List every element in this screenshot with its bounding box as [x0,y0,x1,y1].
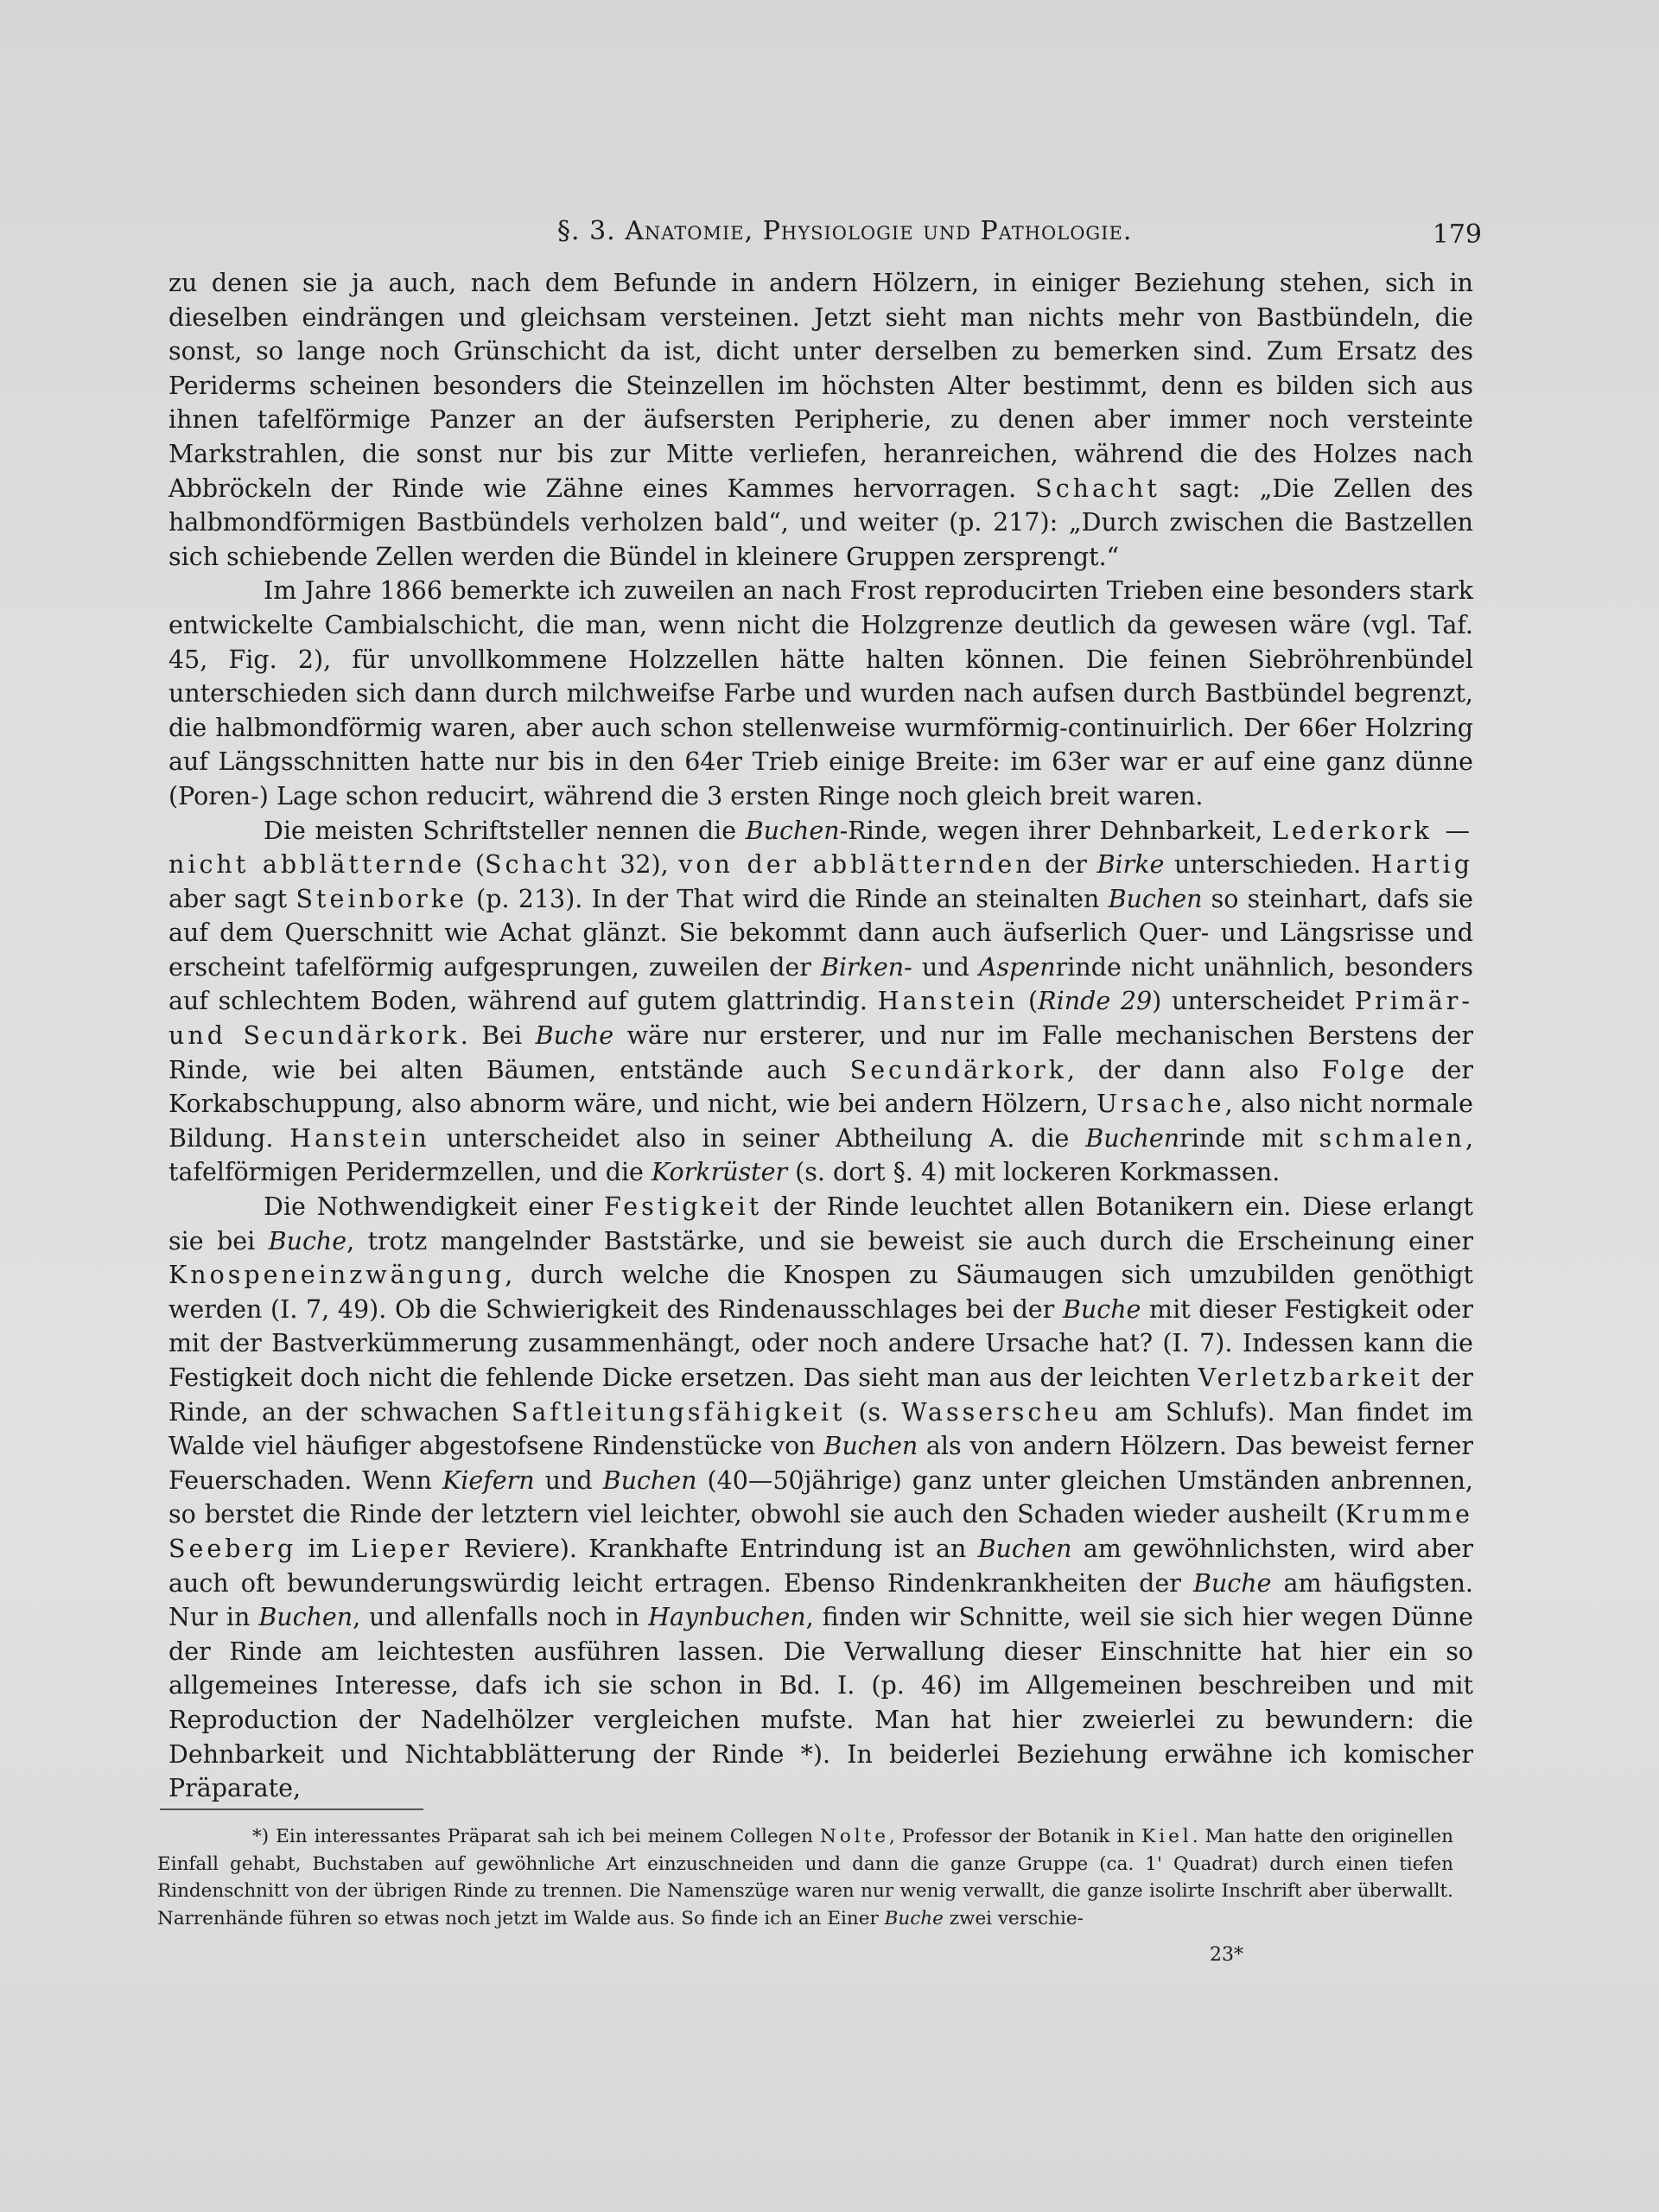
italic-term: Rinde 29 [1038,987,1153,1016]
spaced-term: Saftleitungsfähigkeit [511,1397,846,1427]
italic-term: Buchen [823,1432,918,1461]
paragraph-3: Die meisten Schriftsteller nennen die Buchen-Rinde, wegen ihrer Dehnbarkeit, Lederkork — nicht abblätternde (Schacht 32), von der abblätternden der Birke unterschieden. Hartig aber sagt Steinborke (p. 213). In der That wird die Rinde an steinalten Buchen so steinhart, dafs sie auf dem Querschnitt wie Achat glänzt. Sie bekommt dann auch äufserlich Quer- und Längsrisse und erscheint tafelförmig aufgesprungen, zuweilen der Birken- und Aspenrinde nicht unähnlich, besonders auf schlechtem Boden, während auf gutem glattrindig. Hanstein (Rinde 29) unterscheidet Primär- und Secundärkork. Bei Buche wäre nur ersterer, und nur im Falle mechanischen Berstens der Rinde, wie bei alten Bäumen, entstände auch Secundärkork, der dann also Folge der Korkabschuppung, also abnorm wäre, und nicht, wie bei andern Hölzern, Ursache, also nicht normale Bildung. Hanstein unterscheidet also in seiner Abtheilung A. die Buchenrinde mit schmalen, tafelförmigen Peridermzellen, und die Korkrüster (s. dort §. 4) mit lockeren Korkmassen. [168,816,1474,1187]
spaced-term: Verletzbarkeit [1198,1363,1424,1392]
sheet-signature: 23* [1210,1944,1243,1966]
running-header [168,216,1482,251]
italic-term: Buchen [1085,1123,1180,1153]
italic-term: Buche [268,1226,347,1255]
spaced-term: Lieper [350,1534,453,1563]
paragraph-4: Die Nothwendigkeit einer Festigkeit der Rinde leuchtet allen Botanikern ein. Diese erlangt sie bei Buche, trotz mangelnder Baststärke, und sie beweist sie auch durch die Erscheinung einer Knospeneinzwängung, durch welche die Knospen zu Säumaugen sich umzubilden genöthigt werden (I. 7, 49). Ob die Schwierigkeit des Rindenausschlages bei der Buche mit dieser Festigkeit oder mit der Bastverkümmerung zusammenhängt, oder noch andere Ursache hat? (I. 7). Indessen kann die Festigkeit doch nicht die fehlende Dicke ersetzen. Das sieht man aus der leichten Verletzbarkeit der Rinde, an der schwachen Saftleitungsfähigkeit (s. Wasserscheu am Schlufs). Man findet im Walde viel häufiger abgestofsene Rindenstücke von Buchen als von andern Hölzern. Das beweist ferner Feuerschaden. Wenn Kiefern und Buchen (40—50jährige) ganz unter gleichen Umständen anbrennen, so berstet die Rinde der letztern viel leichter, obwohl sie auch den Schaden wieder ausheilt (Krumme Seeberg im Lieper Reviere). Krankhafte Entrindung ist an Buchen am gewöhnlichsten, wird aber auch oft bewunderungswürdig leicht ertragen. Ebenso Rindenkrankheiten der Buche am häufigsten. Nur in Buchen, und allenfalls noch in Haynbuchen, finden wir Schnitte, weil sie sich hier wegen Dünne der Rinde am leichtesten ausführen lassen. Die Verwallung dieser Einschnitte hat hier ein so allgemeines Interesse, dafs ich sie schon in Bd. I. (p. 46) im Allgemeinen beschreiben und mit Reproduction der Nadelhölzer vergleichen mufste. Man hat hier zweierlei zu bewundern: die Dehnbarkeit und Nichtabblätterung der Rinde *). In beiderlei Beziehung erwähne ich komischer Präparate, [168,1192,1474,1803]
body-text [168,266,1473,1806]
spaced-term: Ursache [1096,1090,1225,1119]
spaced-term: Knospeneinzwängung [168,1261,505,1290]
italic-term: Kiefern [442,1465,535,1495]
page-number: 179 [1432,219,1482,250]
italic-term: Buche [884,1907,944,1929]
footnotes [157,1823,1453,1932]
italic-term: Birke [1096,850,1165,880]
spaced-term: Schacht [1035,474,1160,503]
spaced-term: Krumme Seeberg [168,1500,1473,1563]
footnote: *) Ein interessantes Präparat sah ich bei meinem Collegen Nolte, Professor der Botanik in Kiel. Man hatte den originellen Einfall gehabt, Buchstaben auf gewöhnliche Art einzuschneiden und dann die ganze Gruppe (ca. 1' Quadrat) durch einen tiefen Rindenschnitt von der übrigen Rinde zu trennen. Die Namenszüge waren nur wenig verwallt, die ganze isolirte Inschrift aber überwallt. Narrenhände führen so etwas noch jetzt im Walde aus. So finde ich an Einer Buche zwei verschie- [157,1826,1453,1929]
spaced-term: Primär- und Secundärkork [168,987,1473,1051]
italic-term: Buchen [258,1603,353,1632]
italic-term: Buche [1062,1294,1141,1324]
italic-term: Korkrüster [651,1158,788,1187]
spaced-term: Schacht [485,850,610,880]
spaced-term: Secundärkork [849,1055,1067,1084]
paragraph-1: zu denen sie ja auch, nach dem Befunde in andern Hölzern, in einiger Beziehung stehen, sich in dieselben eindrängen und gleichsam versteinen. Jetzt sieht man nichts mehr von Bastbündeln, die sonst, so lange noch Grünschicht da ist, dicht unter derselben zu bemerken sind. Zum Ersatz des Periderms scheinen besonders die Steinzellen im höchsten Alter bestimmt, denn es bilden sich aus ihnen tafelförmige Panzer an der äufsersten Peripherie, zu denen aber immer noch versteinte Markstrahlen, die sonst nur bis zur Mitte verliefen, heranreichen, während die des Holzes nach Abbröckeln der Rinde wie Zähne eines Kammes hervorragen. Schacht sagt: „Die Zellen des halbmondförmigen Bastbündels verholzen bald“, und weiter (p. 217): „Durch zwischen die Bastzellen sich schiebende Zellen werden die Bündel in kleinere Gruppen zersprengt.“ [168,269,1474,571]
italic-term: Buchen [977,1534,1072,1563]
spaced-term: Wasserscheu [901,1397,1102,1427]
spaced-term: Lederkork — nicht abblätternde [168,816,1473,880]
italic-term: Haynbuchen [648,1603,806,1632]
spaced-term: Kiel [1141,1826,1192,1847]
spaced-term: Steinborke [296,884,467,913]
spaced-term: Hanstein [877,987,1019,1016]
spaced-term: von der abblätternden [678,850,1035,880]
italic-term: Buchen [602,1465,697,1495]
spaced-term: schmalen [1319,1123,1465,1153]
italic-term: Buchen [745,816,840,845]
italic-term: Buche [535,1021,614,1051]
spaced-term: Hartig [1370,850,1474,880]
spaced-term: Festigkeit [603,1192,763,1222]
italic-term: Buche [1192,1568,1272,1598]
header-title: §. 3. Anatomie, Physiologie und Pathologie. [557,216,1133,246]
italic-term: Birken- [820,952,912,982]
italic-term: Buchen [1108,884,1203,913]
footnote-divider [160,1808,423,1810]
spaced-term: Hanstein [289,1123,430,1153]
paragraph-2: Im Jahre 1866 bemerkte ich zuweilen an nach Frost reproducirten Trieben eine besonders stark entwickelte Cambialschicht, die man, wenn nicht die Holzgrenze deutlich da gewesen wäre (vgl. Taf. 45, Fig. 2), für unvollkommene Holzzellen hätte halten können. Die feinen Siebröhrenbündel unterschieden sich dann durch milchweifse Farbe und wurden nach aufsen durch Bastbündel begrenzt, die halbmondförmig waren, aber auch schon stellenweise wurmförmig-continuirlich. Der 66er Holzring auf Längsschnitten hatte nur bis in den 64er Trieb einige Breite: im 63er war er auf eine ganz dünne (Poren-) Lage schon reducirt, während die 3 ersten Ringe noch gleich breit waren. [168,576,1473,810]
spaced-term: Folge [1321,1055,1408,1084]
spaced-term: Nolte [820,1826,889,1847]
italic-term: Aspen [978,952,1056,982]
